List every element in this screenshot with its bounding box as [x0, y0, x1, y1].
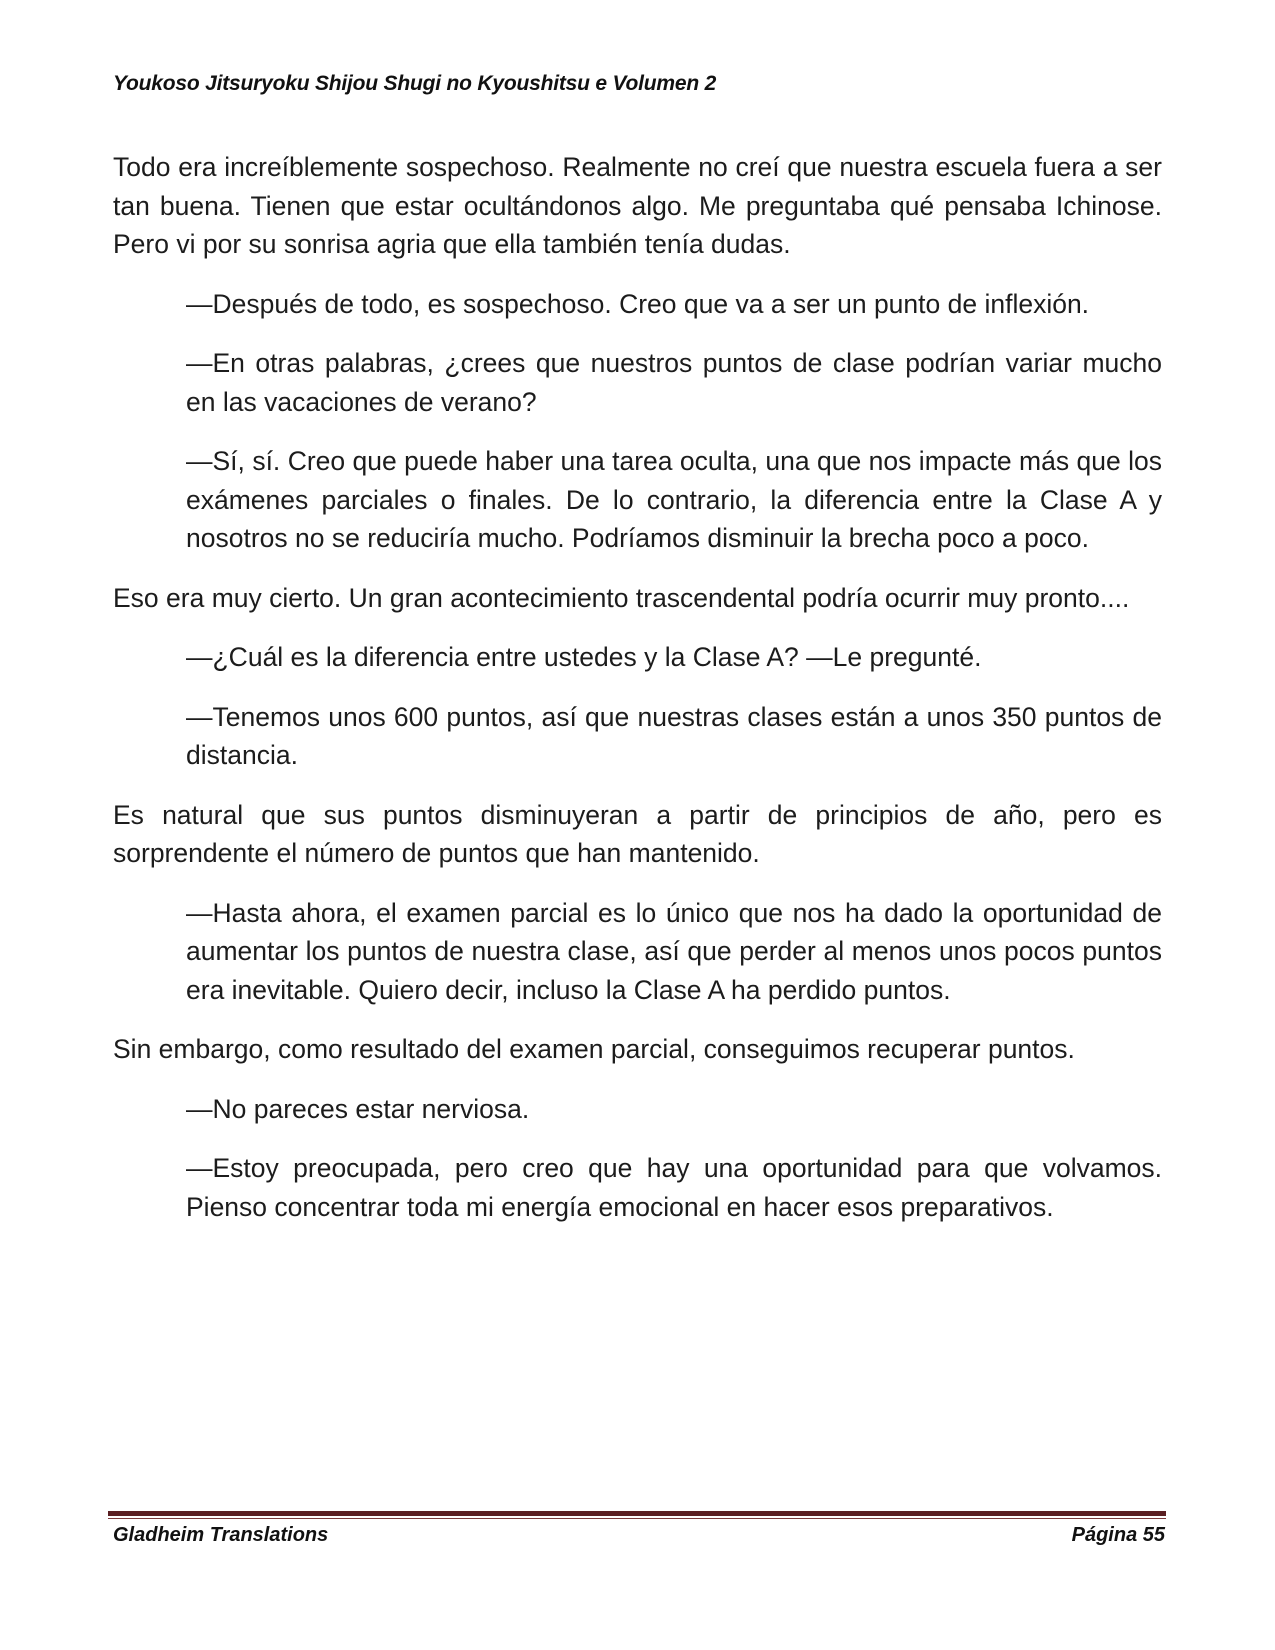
paragraph-dialogue: —Después de todo, es sospechoso. Creo que va a ser un punto de inflexión.: [186, 288, 1090, 319]
document-body: [113, 148, 1162, 1247]
paragraph-dialogue: —Sí, sí. Creo que puede haber una tarea oculta, una que nos impacte más que los exámenes parciales o finales. De lo contrario, la diferencia entre la Clase A y nosotros no se reduciría mucho. Podríamos disminuir la brecha poco a poco.: [186, 446, 1162, 553]
paragraph-dialogue: —En otras palabras, ¿crees que nuestros puntos de clase podrían variar mucho en las vacaciones de verano?: [186, 348, 1162, 417]
paragraph-dialogue: —Tenemos unos 600 puntos, así que nuestras clases están a unos 350 puntos de distancia.: [186, 701, 1162, 770]
paragraph-narration: Es natural que sus puntos disminuyeran a partir de principios de año, pero es sorprendente el número de puntos que han mantenido.: [113, 799, 1162, 868]
page-header-title: Youkoso Jitsuryoku Shijou Shugi no Kyoushitsu e Volumen 2: [113, 72, 717, 95]
paragraph-narration: Eso era muy cierto. Un gran acontecimiento trascendental podría ocurrir muy pronto....: [113, 582, 1130, 613]
footer-divider: [108, 1511, 1166, 1519]
paragraph-narration: Todo era increíblemente sospechoso. Realmente no creí que nuestra escuela fuera a ser tan buena. Tienen que estar ocultándonos algo. Me preguntaba qué pensaba Ichinose. Pero vi por su sonrisa agria que ella también tenía dudas.: [113, 152, 1162, 259]
footer-publisher: Gladheim Translations: [113, 1524, 329, 1546]
paragraph-dialogue: —Estoy preocupada, pero creo que hay una oportunidad para que volvamos. Pienso concentrar toda mi energía emocional en hacer esos preparativos.: [186, 1153, 1162, 1222]
footer-page-number: Página 55: [1071, 1524, 1165, 1546]
paragraph-dialogue: —Hasta ahora, el examen parcial es lo único que nos ha dado la oportunidad de aumentar los puntos de nuestra clase, así que perder al menos unos pocos puntos era inevitable. Quiero decir, incluso la Clase A ha perdido puntos.: [186, 897, 1162, 1005]
paragraph-narration: Sin embargo, como resultado del examen parcial, conseguimos recuperar puntos.: [113, 1034, 1075, 1064]
paragraph-dialogue: —¿Cuál es la diferencia entre ustedes y la Clase A? —Le pregunté.: [186, 642, 982, 672]
paragraph-dialogue: —No pareces estar nerviosa.: [186, 1093, 530, 1124]
